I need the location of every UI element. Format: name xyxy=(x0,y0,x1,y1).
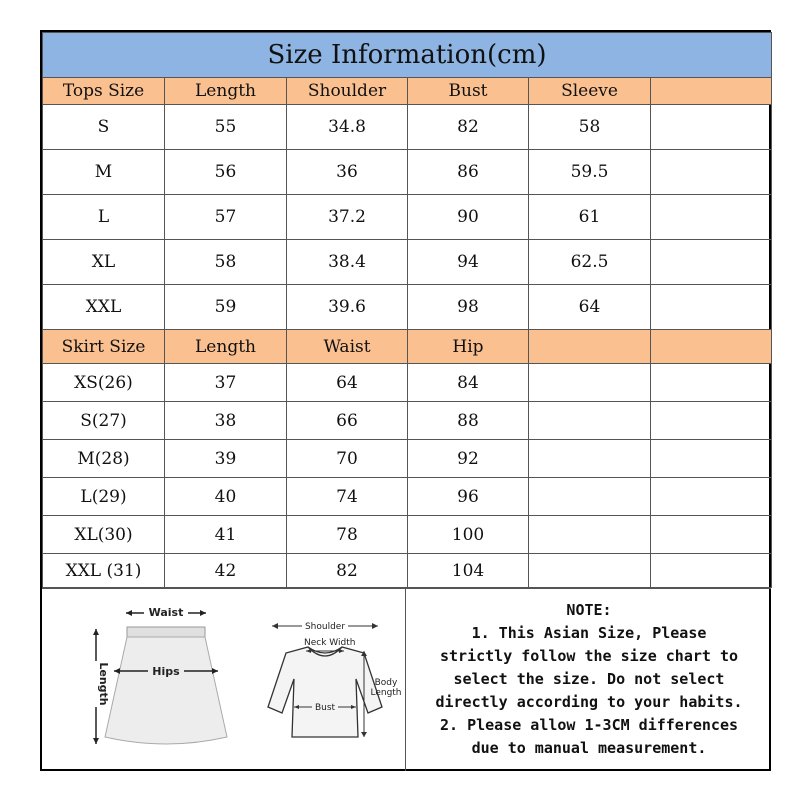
table-row xyxy=(43,516,772,554)
table-cell: 84 xyxy=(408,364,529,402)
table-cell: 57 xyxy=(165,195,287,240)
table-cell: 58 xyxy=(165,240,287,285)
table-cell: 90 xyxy=(408,195,529,240)
table-cell xyxy=(651,516,772,554)
arrow-head-icon xyxy=(200,610,206,616)
table-cell: 39 xyxy=(165,440,287,478)
header-cell: Length xyxy=(165,78,287,105)
table-cell: XL xyxy=(43,240,165,285)
arrow-head-icon xyxy=(272,623,278,629)
header-cell: Hip xyxy=(408,330,529,364)
skirt-header-row xyxy=(43,330,772,364)
table-cell xyxy=(651,195,772,240)
table-cell: 34.8 xyxy=(287,105,408,150)
table-cell xyxy=(529,364,651,402)
table-row xyxy=(43,364,772,402)
table-cell: 42 xyxy=(165,554,287,588)
table-cell: 58 xyxy=(529,105,651,150)
table-cell: 38 xyxy=(165,402,287,440)
header-cell: Bust xyxy=(408,78,529,105)
table-cell: 88 xyxy=(408,402,529,440)
skirt-diagram xyxy=(89,605,227,744)
chart-title: Size Information(cm) xyxy=(43,33,772,78)
skirt-body xyxy=(105,637,227,744)
table-cell: 82 xyxy=(287,554,408,588)
table-cell: S xyxy=(43,105,165,150)
table-cell xyxy=(651,150,772,195)
note-line: select the size. Do not select xyxy=(453,670,725,688)
table-cell xyxy=(651,364,772,402)
arrow-head-icon xyxy=(126,610,132,616)
skirt-waistband xyxy=(127,627,205,637)
table-cell: M xyxy=(43,150,165,195)
table-cell: 96 xyxy=(408,478,529,516)
table-cell xyxy=(651,402,772,440)
table-cell xyxy=(529,402,651,440)
table-cell xyxy=(529,516,651,554)
table-cell: XL(30) xyxy=(43,516,165,554)
table-cell: 92 xyxy=(408,440,529,478)
table-cell: 37 xyxy=(165,364,287,402)
arrow-head-icon xyxy=(361,732,367,737)
table-cell: 70 xyxy=(287,440,408,478)
table-cell: 62.5 xyxy=(529,240,651,285)
table-cell: XXL xyxy=(43,285,165,330)
table-cell: XXL (31) xyxy=(43,554,165,588)
table-cell: 74 xyxy=(287,478,408,516)
top-diagram xyxy=(268,619,402,737)
table-cell: 36 xyxy=(287,150,408,195)
header-cell: Length xyxy=(165,330,287,364)
table-cell: 61 xyxy=(529,195,651,240)
table-cell: 39.6 xyxy=(287,285,408,330)
table-cell: L(29) xyxy=(43,478,165,516)
table-cell: 98 xyxy=(408,285,529,330)
arrow-head-icon xyxy=(93,738,99,744)
header-cell xyxy=(651,330,772,364)
table-cell: 104 xyxy=(408,554,529,588)
table-cell: 40 xyxy=(165,478,287,516)
note-heading: NOTE: xyxy=(566,601,612,619)
table-cell: 78 xyxy=(287,516,408,554)
header-cell: Waist xyxy=(287,330,408,364)
table-cell: L xyxy=(43,195,165,240)
header-cell: Sleeve xyxy=(529,78,651,105)
note-line: strictly follow the size chart to xyxy=(439,647,738,665)
table-cell: 38.4 xyxy=(287,240,408,285)
arrow-head-icon xyxy=(372,623,378,629)
header-cell: Tops Size xyxy=(43,78,165,105)
tops-header-row xyxy=(43,78,772,105)
table-row xyxy=(43,150,772,195)
size-chart xyxy=(40,30,771,771)
size-table xyxy=(42,32,772,588)
table-row xyxy=(43,285,772,330)
table-cell: 100 xyxy=(408,516,529,554)
header-cell: Shoulder xyxy=(287,78,408,105)
table-cell: 94 xyxy=(408,240,529,285)
header-cell xyxy=(529,330,651,364)
body-length-label: Length xyxy=(370,688,402,698)
header-cell xyxy=(651,78,772,105)
table-row xyxy=(43,402,772,440)
table-cell xyxy=(651,105,772,150)
table-cell: 86 xyxy=(408,150,529,195)
table-cell xyxy=(529,440,651,478)
table-cell: 64 xyxy=(287,364,408,402)
shirt-outline xyxy=(268,647,382,737)
table-cell: 41 xyxy=(165,516,287,554)
table-cell xyxy=(529,554,651,588)
table-cell: S(27) xyxy=(43,402,165,440)
table-cell: 82 xyxy=(408,105,529,150)
table-row xyxy=(43,240,772,285)
table-cell: 66 xyxy=(287,402,408,440)
length-label: Length xyxy=(97,662,110,706)
table-cell: 59 xyxy=(165,285,287,330)
hips-label: Hips xyxy=(152,665,180,678)
arrow-head-icon xyxy=(114,668,120,674)
table-row xyxy=(43,478,772,516)
header-cell: Skirt Size xyxy=(43,330,165,364)
bust-label: Bust xyxy=(314,703,336,713)
note-line: 1. This Asian Size, Please xyxy=(471,624,707,642)
table-cell xyxy=(651,240,772,285)
table-row xyxy=(43,440,772,478)
table-row xyxy=(43,195,772,240)
note-box xyxy=(407,589,771,771)
note-line: due to manual measurement. xyxy=(471,739,707,757)
arrow-head-icon xyxy=(93,629,99,635)
body-length-label: Body xyxy=(374,678,398,688)
shoulder-label: Shoulder xyxy=(304,622,346,632)
measurement-illustration xyxy=(42,589,406,771)
table-cell xyxy=(651,554,772,588)
waist-label: Waist xyxy=(148,606,184,619)
note-line: 2. Please allow 1-3CM differences xyxy=(439,716,738,734)
table-cell: 55 xyxy=(165,105,287,150)
table-cell: 64 xyxy=(529,285,651,330)
table-row xyxy=(43,554,772,588)
bottom-section xyxy=(42,588,771,771)
table-cell xyxy=(529,478,651,516)
table-cell: XS(26) xyxy=(43,364,165,402)
table-cell: 56 xyxy=(165,150,287,195)
arrow-head-icon xyxy=(212,668,218,674)
table-cell: M(28) xyxy=(43,440,165,478)
table-cell: 37.2 xyxy=(287,195,408,240)
table-cell: 59.5 xyxy=(529,150,651,195)
table-cell xyxy=(651,478,772,516)
table-cell xyxy=(651,285,772,330)
note-line: directly according to your habits. xyxy=(435,693,743,711)
neck-width-label: Neck Width xyxy=(304,638,356,648)
table-row xyxy=(43,105,772,150)
table-cell xyxy=(651,440,772,478)
